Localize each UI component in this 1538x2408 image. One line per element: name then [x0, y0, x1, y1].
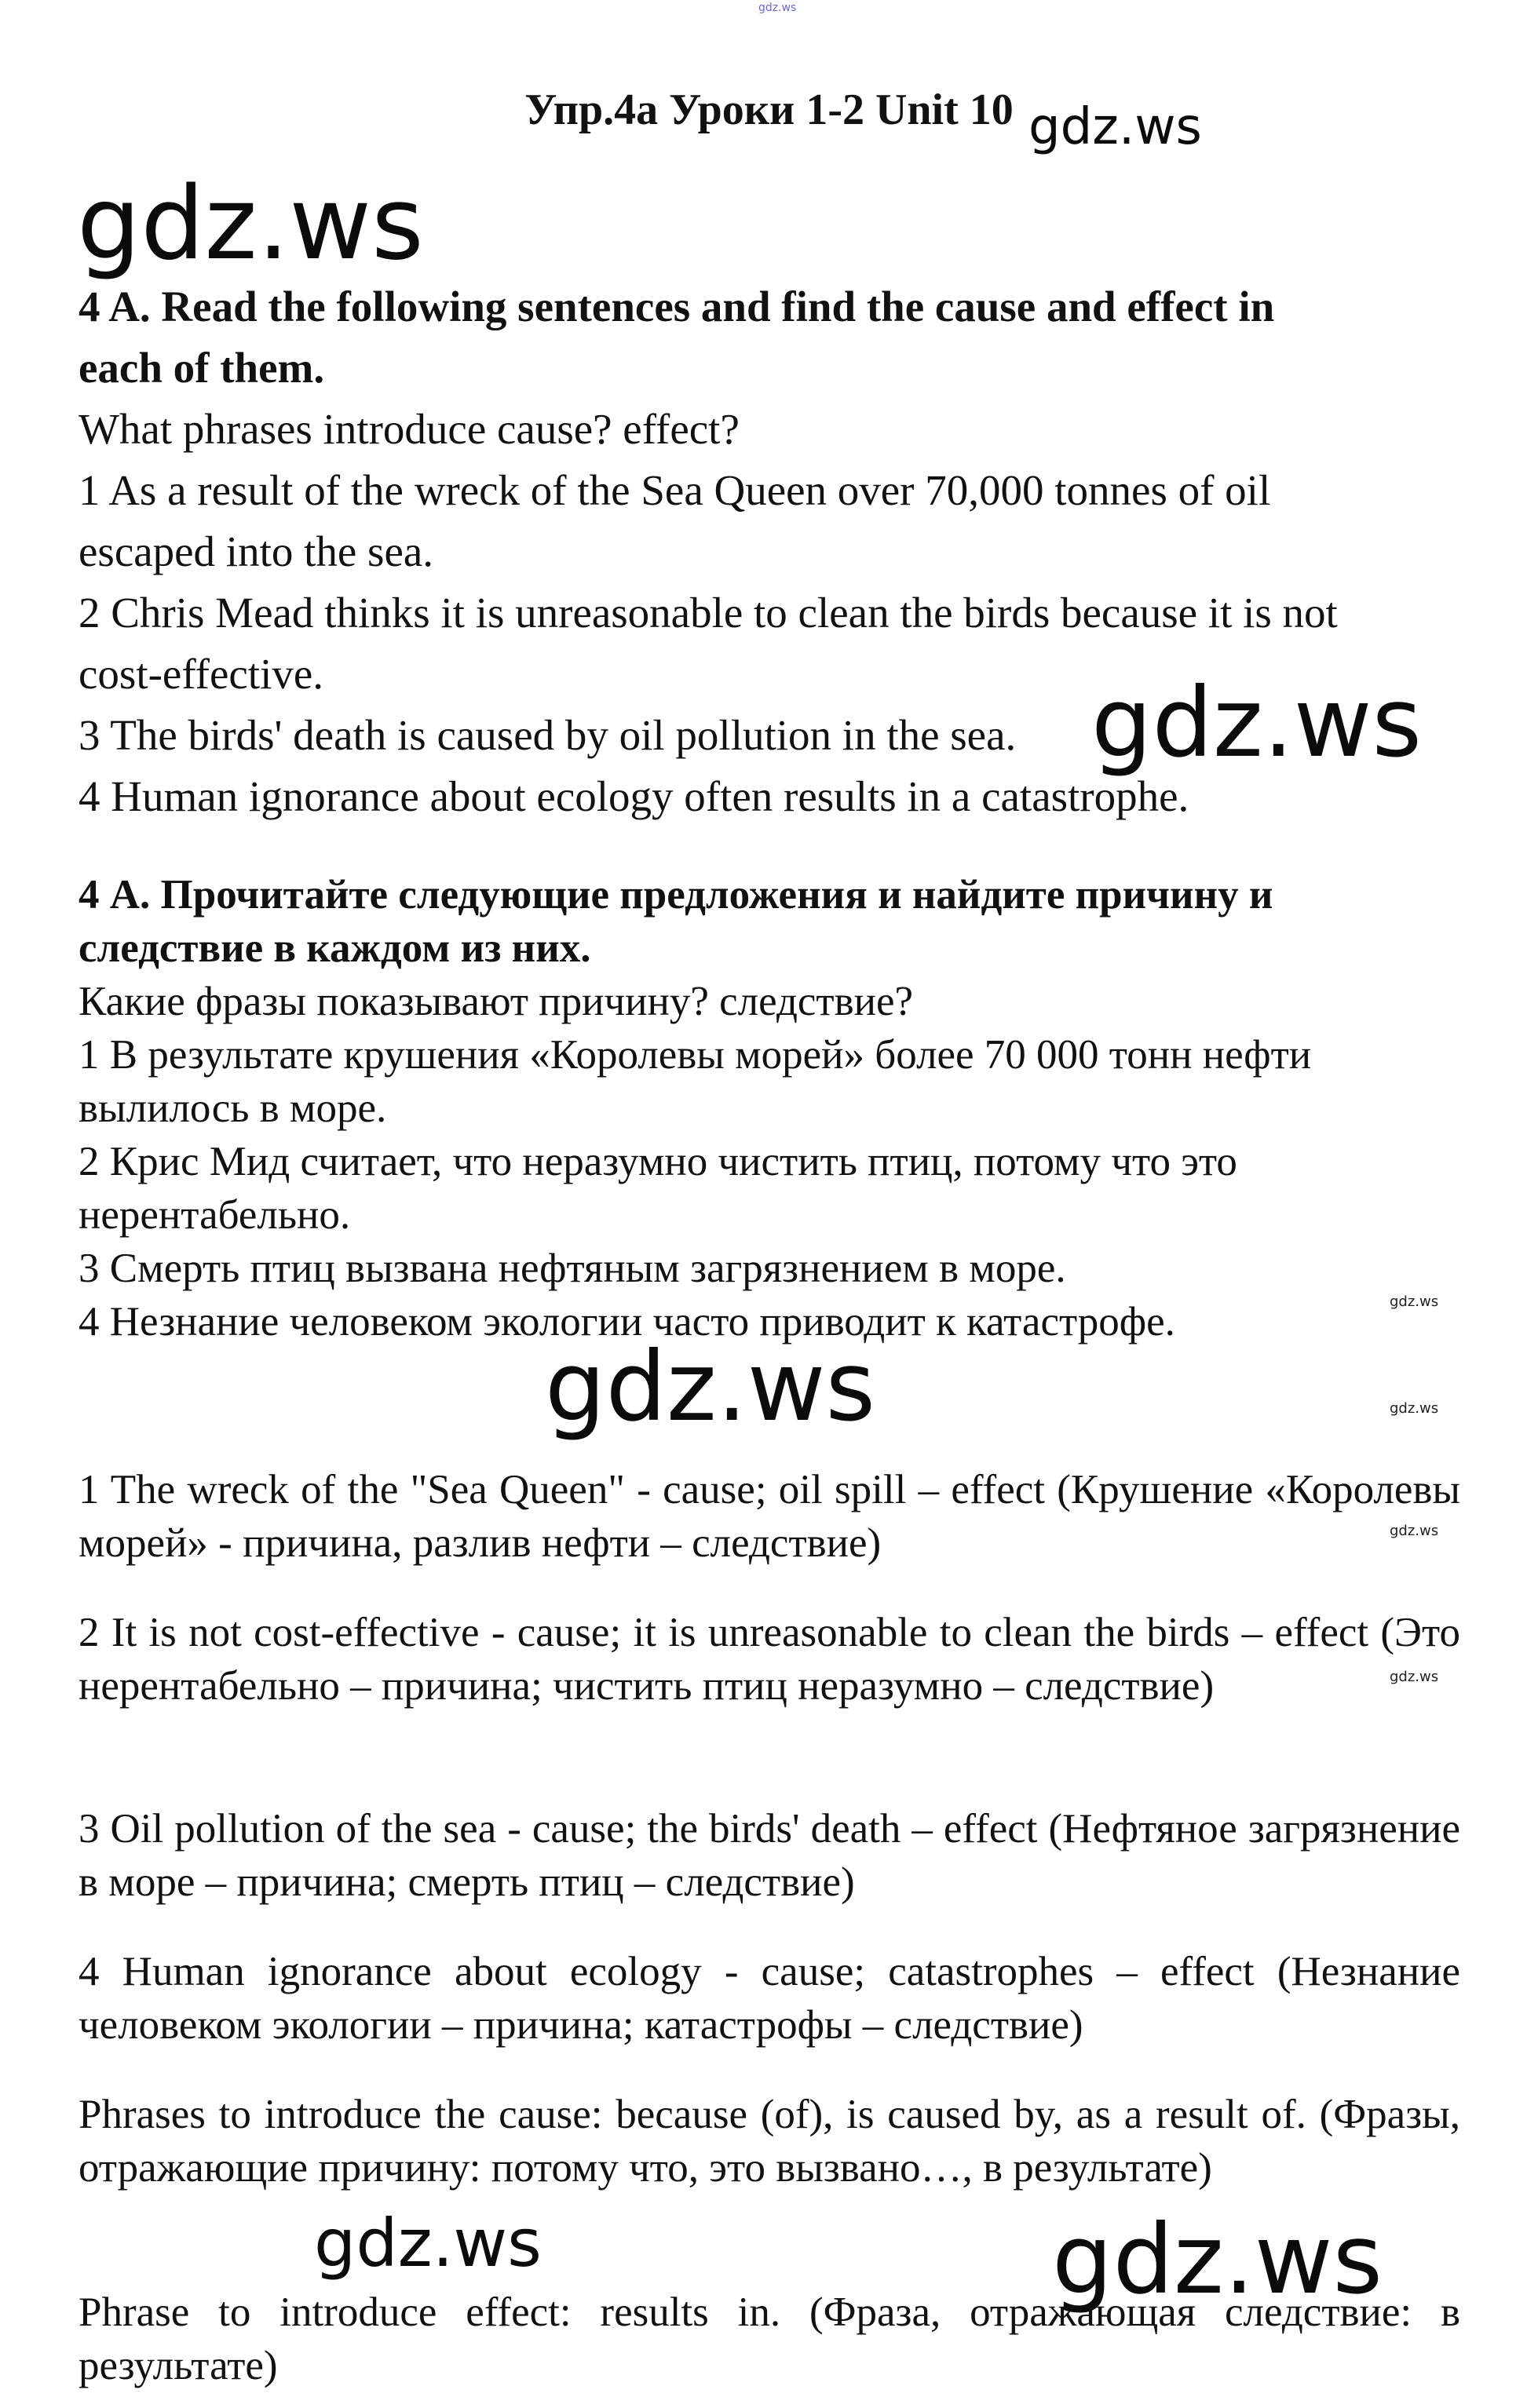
task-en-heading: each of them. [79, 344, 325, 392]
task-ru-line: 4 Незнание человеком экологии часто приводит к катастрофе. [79, 1299, 1175, 1344]
watermark-small: gdz.ws [1390, 1669, 1439, 1685]
task-en-line: 3 The birds' death is caused by oil pollution in the sea. [79, 711, 1017, 759]
answer-paragraph: 4 Human ignorance about ecology - cause; catastrophes – effect (Незнание человеком экологии – причина; катастрофы – следствие) [79, 1949, 1460, 2048]
task-en-line: 2 Chris Mead thinks it is unreasonable to clean the birds because it is not [79, 589, 1338, 637]
task-en-line: escaped into the sea. [79, 527, 434, 575]
watermark-title: gdz.ws [1028, 98, 1202, 156]
task-ru-heading: следствие в каждом из них. [79, 925, 591, 971]
task-ru-line: вылилось в море. [79, 1085, 387, 1131]
task-ru-line: 2 Крис Мид считает, что неразумно чистить птиц, потому что это [79, 1139, 1237, 1184]
watermark-small: gdz.ws [1390, 1400, 1439, 1417]
task-ru-line: 3 Смерть птиц вызвана нефтяным загрязнением в море. [79, 1246, 1066, 1291]
task-ru-heading: 4 А. Прочитайте следующие предложения и найдите причину и [79, 872, 1273, 918]
answer-phrases-cause: Phrases to introduce the cause: because (of), is caused by, as a result of. (Фразы, отражающие причину: потому что, это вызвано…, в результате) [79, 2092, 1460, 2191]
answer-paragraph: 1 The wreck of the "Sea Queen" - cause; oil spill – effect (Крушение «Королевы морей» - причина, разлив нефти – следствие) [79, 1467, 1460, 1566]
watermark-mid-right: gdz.ws [1091, 667, 1423, 779]
watermark-small: gdz.ws [1390, 1523, 1439, 1539]
answer-paragraph: 3 Oil pollution of the sea - cause; the birds' death – effect (Нефтяное загрязнение в море – причина; смерть птиц – следствие) [79, 1806, 1460, 1905]
watermark-top: gdz.ws [758, 2, 797, 14]
answer-paragraph: 2 It is not cost-effective - cause; it is unreasonable to clean the birds – effect (Это нерентабельно – причина; чистить птиц неразумно – следствие) [79, 1610, 1460, 1709]
answer-phrases-effect: Phrase to introduce effect: results in. (Фраза, отражающая следствие: в результате) [79, 2289, 1460, 2388]
watermark-large-top: gdz.ws [77, 166, 424, 283]
task-en-line: cost-effective. [79, 650, 324, 698]
watermark-mid-center: gdz.ws [545, 1331, 876, 1443]
watermark-bottom-right: gdz.ws [1052, 2204, 1383, 2315]
watermark-bottom-left: gdz.ws [314, 2205, 542, 2282]
task-ru-question: Какие фразы показывают причину? следствие? [79, 979, 914, 1024]
task-en-question: What phrases introduce cause? effect? [79, 405, 740, 453]
task-en-line: 1 As a result of the wreck of the Sea Queen over 70,000 tonnes of oil [79, 466, 1271, 514]
task-ru-line: 1 В результате крушения «Королевы морей» более 70 000 тонн нефти [79, 1032, 1312, 1078]
watermark-small: gdz.ws [1390, 1293, 1439, 1310]
task-en-line: 4 Human ignorance about ecology often results in a catastrophe. [79, 772, 1189, 820]
task-ru-line: нерентабельно. [79, 1192, 351, 1238]
page-title: Упр.4a Уроки 1-2 Unit 10 [524, 86, 1014, 134]
task-en-heading: 4 A. Read the following sentences and find the cause and effect in [79, 283, 1275, 330]
